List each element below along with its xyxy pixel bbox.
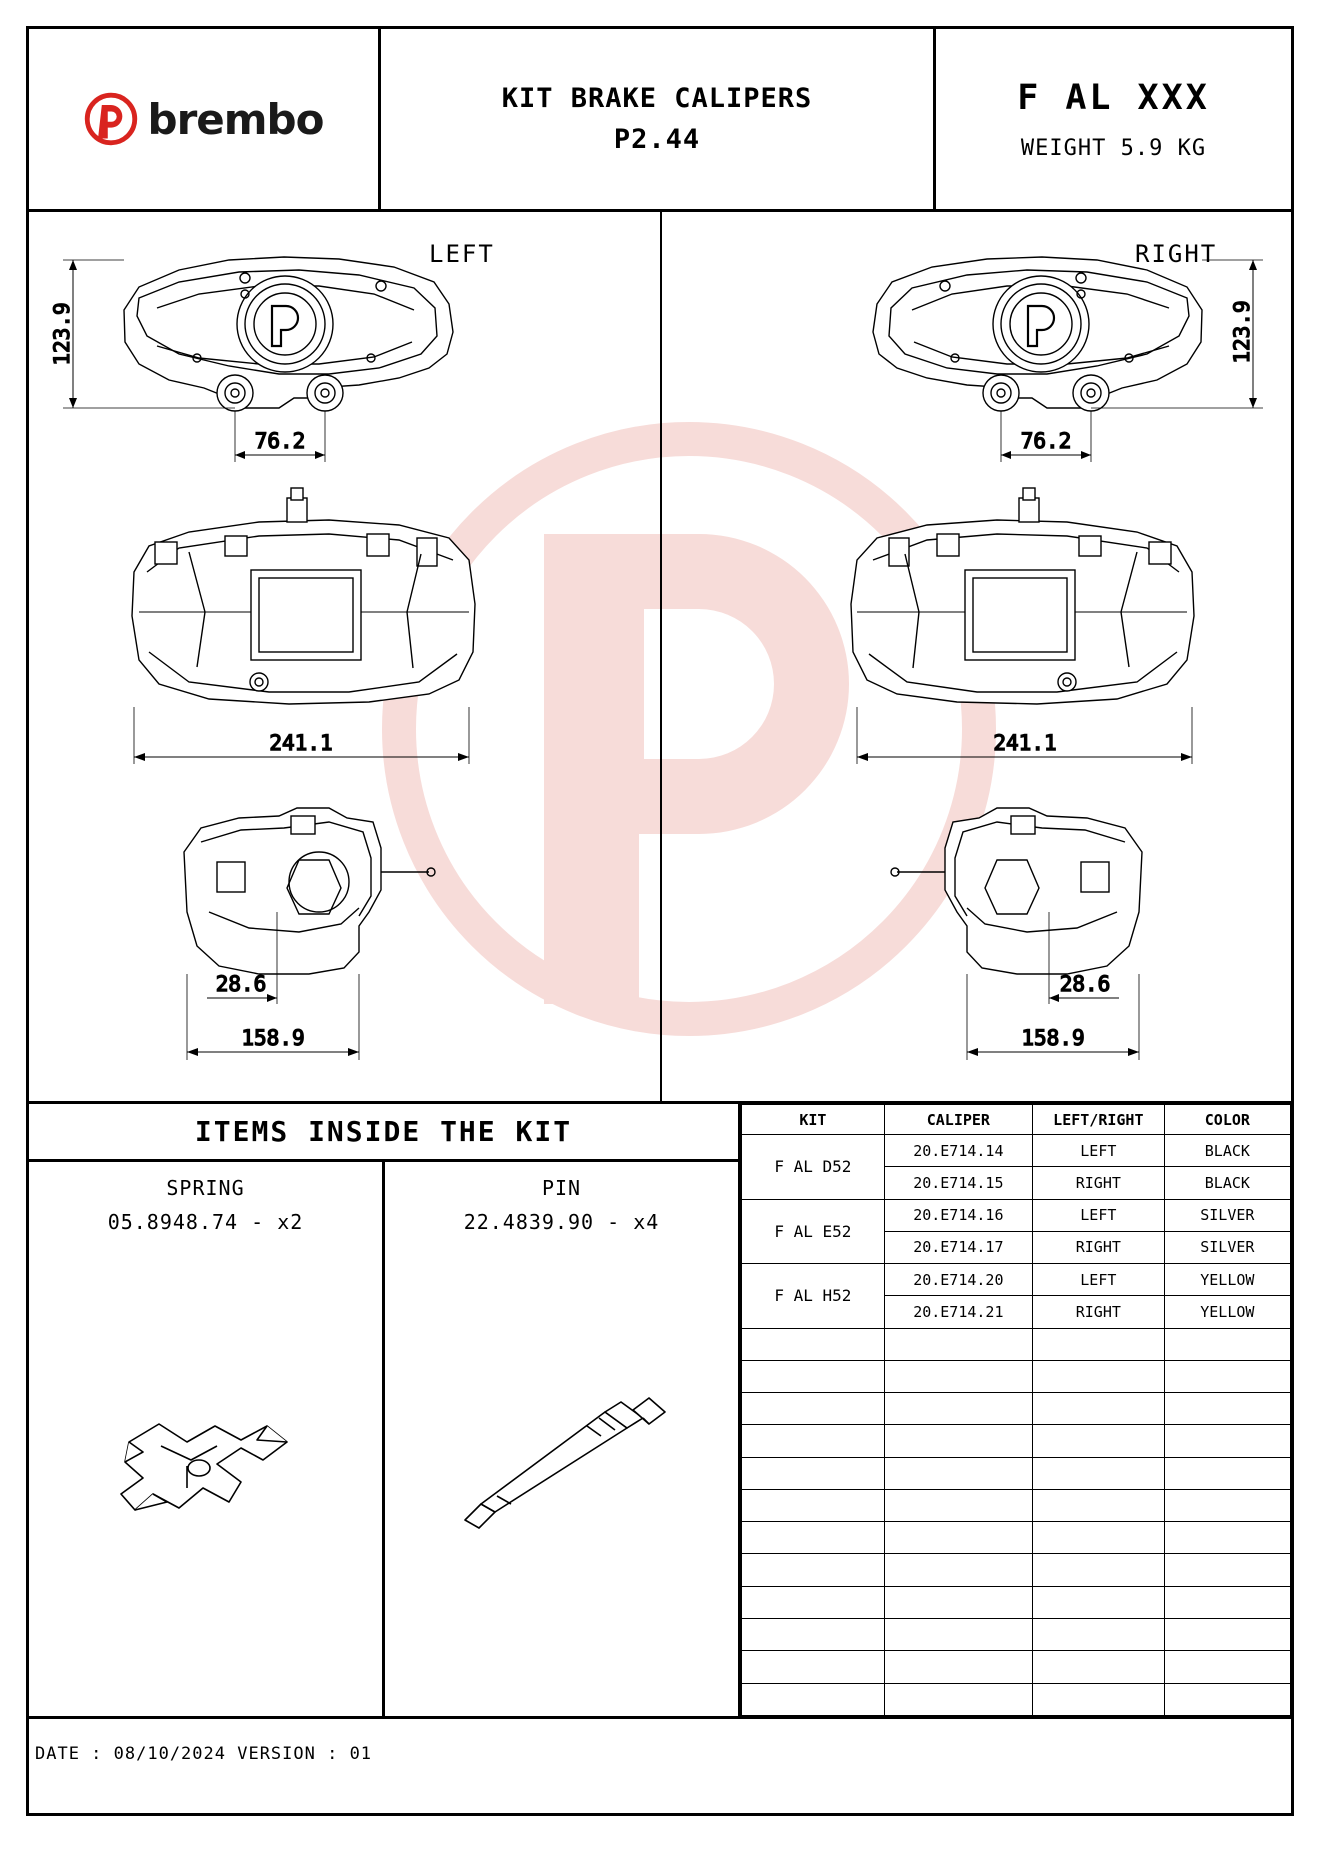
product-weight: WEIGHT 5.9 KG <box>1020 135 1207 161</box>
dim-depth-small-left: 28.6 <box>215 972 267 996</box>
footer-divider <box>29 1716 1291 1719</box>
kit-item-pin <box>385 1162 738 1716</box>
kit-item-code: 22.4839.90 - x4 <box>463 1210 660 1234</box>
cell-side: LEFT <box>1032 1264 1164 1296</box>
kit-item-name: PIN <box>541 1176 582 1200</box>
brembo-logo <box>84 92 324 146</box>
cell-color: BLACK <box>1164 1135 1290 1167</box>
cell-color: SILVER <box>1164 1199 1290 1231</box>
col-caliper: CALIPER <box>884 1105 1032 1135</box>
left-front-view <box>50 257 453 462</box>
spring-illustration <box>29 1234 382 1716</box>
parts-reference-table <box>741 1104 1291 1716</box>
document-subtitle: P2.44 <box>613 124 701 155</box>
table-row-empty <box>742 1489 1291 1521</box>
cell-caliper: 20.E714.15 <box>884 1167 1032 1199</box>
cell-side: LEFT <box>1032 1199 1164 1231</box>
dim-mount-width-left: 76.2 <box>254 429 306 453</box>
table-row-empty <box>742 1522 1291 1554</box>
table-row <box>742 1264 1291 1296</box>
pin-part-icon <box>437 1390 687 1560</box>
document-title: KIT BRAKE CALIPERS <box>501 83 813 114</box>
dim-height-right: 123.9 <box>1230 300 1254 364</box>
kit-contents-box <box>29 1104 741 1716</box>
cell-color: SILVER <box>1164 1231 1290 1263</box>
col-left-right: LEFT/RIGHT <box>1032 1105 1164 1135</box>
table-row-empty <box>742 1651 1291 1683</box>
cell-color: YELLOW <box>1164 1264 1290 1296</box>
cell-side: LEFT <box>1032 1135 1164 1167</box>
cell-kit: F AL E52 <box>742 1199 885 1264</box>
kit-item-name: SPRING <box>166 1176 245 1200</box>
table-row <box>742 1135 1291 1167</box>
col-kit: KIT <box>742 1105 885 1135</box>
kit-item-spring <box>29 1162 385 1716</box>
kit-contents-title: ITEMS INSIDE THE KIT <box>29 1104 738 1162</box>
cell-color: BLACK <box>1164 1167 1290 1199</box>
cell-caliper: 20.E714.16 <box>884 1199 1032 1231</box>
bottom-section <box>29 1101 1291 1716</box>
product-code: F AL XXX <box>1017 77 1210 118</box>
dim-depth-large-right: 158.9 <box>1021 1026 1085 1050</box>
cell-kit: F AL H52 <box>742 1264 885 1329</box>
brand-logo-cell <box>29 29 381 209</box>
table-row-empty <box>742 1457 1291 1489</box>
cell-caliper: 20.E714.21 <box>884 1296 1032 1328</box>
cell-side: RIGHT <box>1032 1167 1164 1199</box>
right-side-label: RIGHT <box>1135 240 1218 268</box>
cell-color: YELLOW <box>1164 1296 1290 1328</box>
left-side-label: LEFT <box>429 240 495 268</box>
table-row-empty <box>742 1360 1291 1392</box>
drawing-sheet <box>26 26 1294 1816</box>
table-row-empty <box>742 1328 1291 1360</box>
cell-side: RIGHT <box>1032 1296 1164 1328</box>
table-row-empty <box>742 1586 1291 1618</box>
table-header-row <box>742 1105 1291 1135</box>
cell-kit: F AL D52 <box>742 1135 885 1200</box>
cell-caliper: 20.E714.17 <box>884 1231 1032 1263</box>
table-row-empty <box>742 1683 1291 1715</box>
table-row-empty <box>742 1554 1291 1586</box>
col-color: COLOR <box>1164 1105 1290 1135</box>
dim-mount-width-right: 76.2 <box>1020 429 1072 453</box>
technical-drawings-area <box>29 212 1291 1101</box>
right-caliper-drawings <box>665 212 1297 1101</box>
dim-depth-large-left: 158.9 <box>241 1026 305 1050</box>
dim-depth-small-right: 28.6 <box>1059 972 1111 996</box>
table-row-empty <box>742 1393 1291 1425</box>
sheet-header <box>29 29 1291 212</box>
document-title-cell <box>381 29 936 209</box>
sheet-footer <box>29 1716 1291 1816</box>
spring-part-icon <box>91 1390 321 1560</box>
dim-height-left: 123.9 <box>50 302 74 366</box>
cell-caliper: 20.E714.20 <box>884 1264 1032 1296</box>
cell-side: RIGHT <box>1032 1231 1164 1263</box>
pin-illustration <box>385 1234 738 1716</box>
cell-caliper: 20.E714.14 <box>884 1135 1032 1167</box>
parts-table <box>741 1104 1291 1716</box>
footer-date-version: DATE : 08/10/2024 VERSION : 01 <box>35 1744 373 1764</box>
dim-length-right: 241.1 <box>993 731 1057 755</box>
kit-item-code: 05.8948.74 - x2 <box>107 1210 304 1234</box>
table-row <box>742 1199 1291 1231</box>
brembo-mark-icon <box>84 92 138 146</box>
brand-name: brembo <box>147 94 324 144</box>
left-top-view <box>132 488 475 764</box>
table-row-empty <box>742 1425 1291 1457</box>
kit-items-row <box>29 1162 738 1716</box>
left-caliper-drawings <box>29 212 661 1101</box>
table-row-empty <box>742 1618 1291 1650</box>
product-code-cell <box>936 29 1291 209</box>
left-side-view <box>184 808 435 1060</box>
dim-length-left: 241.1 <box>269 731 333 755</box>
